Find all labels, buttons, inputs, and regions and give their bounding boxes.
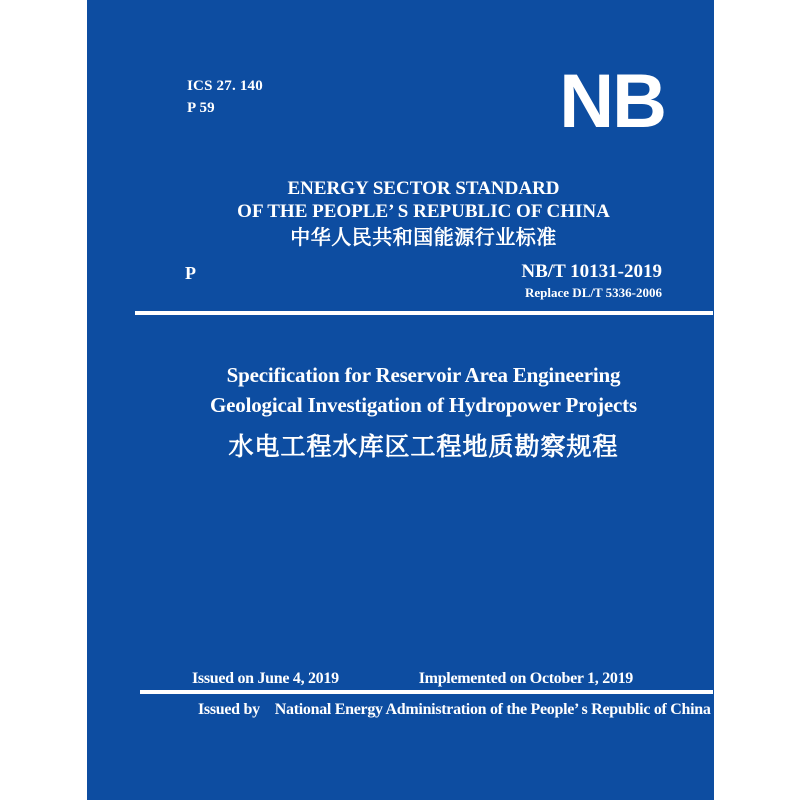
- title-english-line2: Geological Investigation of Hydropower Projects: [210, 393, 637, 417]
- issued-on-date: Issued on June 4, 2019: [192, 670, 339, 687]
- ics-code: ICS 27. 140: [187, 78, 263, 94]
- document-title-block: [135, 360, 712, 463]
- bottom-divider-rule: [140, 690, 713, 694]
- title-chinese: 水电工程水库区工程地质勘察规程: [228, 433, 619, 461]
- org-name-line1: ENERGY SECTOR STANDARD: [287, 178, 560, 199]
- dates-row: [192, 670, 633, 688]
- org-name-line2: OF THE PEOPLE’ S REPUBLIC OF CHINA: [237, 201, 610, 222]
- standard-org-header: [135, 177, 712, 250]
- replaces-note: Replace DL/T 5336-2006: [525, 285, 662, 300]
- standard-number: NB/T 10131-2019: [521, 261, 662, 282]
- nb-logo: NB: [559, 59, 665, 144]
- org-name-chinese: 中华人民共和国能源行业标准: [290, 227, 557, 249]
- issued-by-label: Issued by: [198, 701, 260, 718]
- title-english-line1: Specification for Reservoir Area Engineering: [226, 363, 621, 387]
- implemented-on-date: Implemented on October 1, 2019: [418, 670, 633, 687]
- doc-class-code: P 59: [187, 100, 215, 116]
- cover-background: [87, 0, 714, 800]
- issued-by-organization: National Energy Administration of the People’ s Republic of China: [274, 701, 711, 718]
- class-letter: P: [185, 263, 196, 283]
- standard-number-block: [521, 260, 662, 301]
- top-divider-rule: [135, 311, 713, 315]
- issued-by-row: [198, 701, 711, 719]
- ics-classification-block: [187, 75, 263, 119]
